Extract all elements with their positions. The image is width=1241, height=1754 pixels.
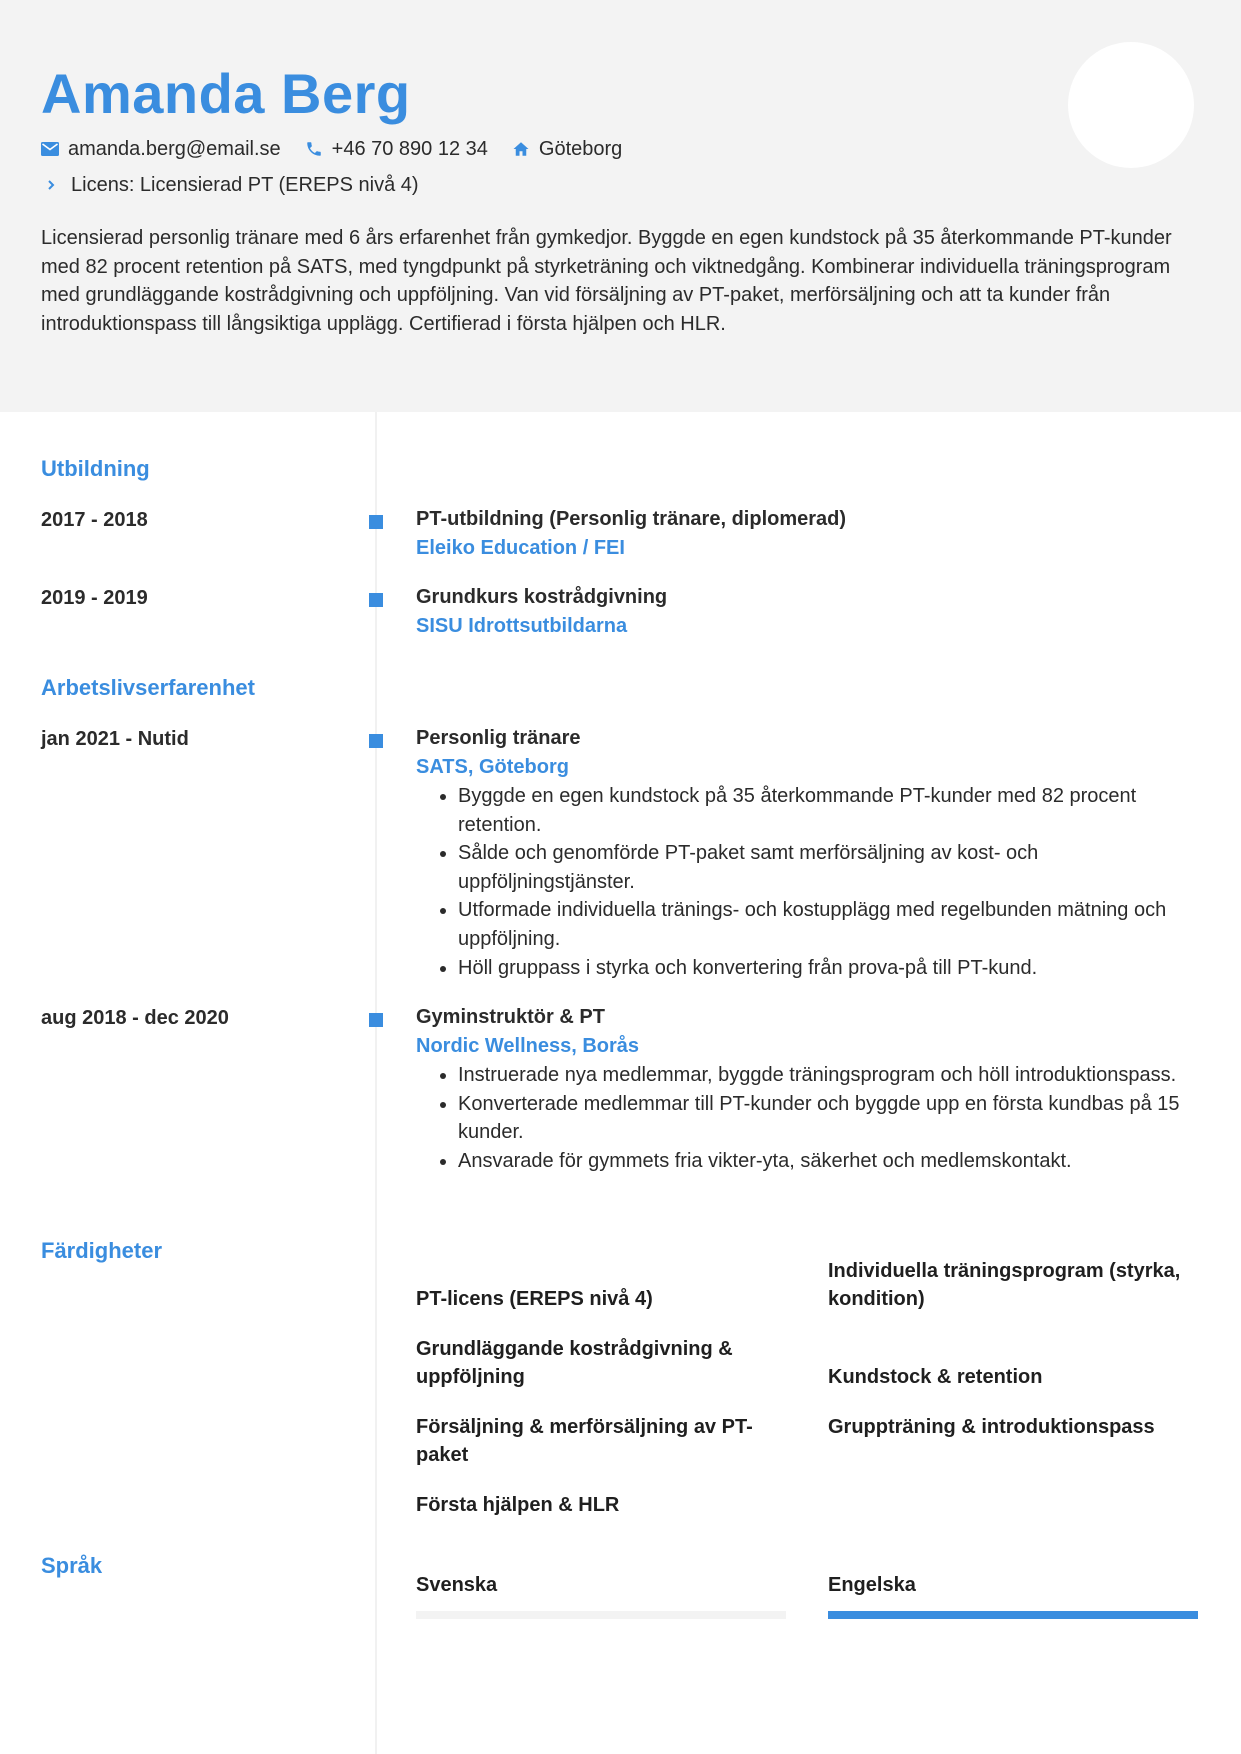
candidate-name: Amanda Berg [41, 62, 411, 125]
job-employer: SATS, Göteborg [416, 756, 569, 778]
job-bullet: • Byggde en egen kundstock på 35 återkommande PT-kunder med 82 procent retention. [458, 782, 1206, 839]
license-text: Licens: Licensierad PT (EREPS nivå 4) [71, 173, 419, 196]
education-title: PT-utbildning (Personlig tränare, diplomerad) [416, 508, 847, 530]
skill-item: Kundstock & retention [828, 1366, 1043, 1388]
language-name: Engelska [828, 1574, 916, 1596]
home-icon [512, 140, 530, 158]
education-school: SISU Idrottsutbildarna [416, 615, 628, 637]
job-title: Personlig tränare [416, 727, 581, 749]
contact-email-text: amanda.berg@email.se [68, 137, 281, 160]
education-entry [416, 583, 1206, 641]
profile-photo-placeholder [1068, 42, 1194, 168]
contact-location [512, 138, 622, 161]
education-date: 2019 - 2019 [41, 587, 148, 609]
timeline-divider [375, 412, 377, 1754]
profile-summary: Licensierad personlig tränare med 6 års erfarenhet från gymkedjor. Byggde en egen kundstock på 35 återkommande PT-kunder med 82 procent retention på SATS, med tyngdpunkt på styrketräning och viktnedgång. Kombinerar individuella träningsprogram med grundläggande kostrådgivning och uppföljning. Van vid försäljning av PT-paket, merförsäljning och att ta kunder från introduktionspass till långsiktiga upplägg. Certifierad i första hjälpen och HLR. [41, 227, 1172, 335]
email-icon [41, 142, 59, 156]
timeline-marker [369, 593, 383, 607]
job-bullet: • Instruerade nya medlemmar, byggde träningsprogram och höll introduktionspass. [458, 1061, 1206, 1090]
job-entry [416, 1003, 1206, 1175]
language-level-bar [416, 1611, 786, 1619]
section-title-skills: Färdigheter [41, 1238, 163, 1263]
job-bullet: • Höll gruppass i styrka och konvertering från prova-på till PT-kund. [458, 954, 1206, 983]
job-employer: Nordic Wellness, Borås [416, 1035, 640, 1057]
language-name: Svenska [416, 1574, 498, 1596]
contact-phone-text: +46 70 890 12 34 [331, 137, 488, 160]
license-row [41, 170, 419, 200]
timeline-marker [369, 1013, 383, 1027]
job-bullet: • Ansvarade för gymmets fria vikter-yta, säkerhet och medlemskontakt. [458, 1147, 1206, 1176]
skill-item: Försäljning & merförsäljning av PT-paket [416, 1416, 753, 1466]
skill-item: Grundläggande kostrådgivning & uppföljning [416, 1338, 733, 1388]
contact-phone[interactable] [305, 138, 488, 161]
job-bullets [416, 1061, 1206, 1175]
job-date: aug 2018 - dec 2020 [41, 1007, 229, 1029]
skill-item: PT-licens (EREPS nivå 4) [416, 1288, 653, 1310]
language-level-fill [828, 1611, 1198, 1619]
section-title-experience: Arbetslivserfarenhet [41, 675, 255, 700]
job-bullet: • Sålde och genomförde PT-paket samt merförsäljning av kost- och uppföljningstjänster. [458, 839, 1206, 896]
job-bullets [416, 782, 1206, 982]
phone-icon [305, 140, 323, 158]
education-date: 2017 - 2018 [41, 509, 148, 531]
timeline-marker [369, 515, 383, 529]
skill-item: Individuella träningsprogram (styrka, kondition) [828, 1260, 1181, 1310]
job-entry [416, 724, 1206, 982]
education-school: Eleiko Education / FEI [416, 537, 625, 559]
language-level-bar [828, 1611, 1198, 1619]
job-title: Gyminstruktör & PT [416, 1006, 605, 1028]
chevron-right-icon [41, 179, 61, 191]
job-date: jan 2021 - Nutid [41, 728, 189, 750]
contact-row [41, 134, 646, 164]
section-title-education: Utbildning [41, 456, 150, 481]
education-title: Grundkurs kostrådgivning [416, 586, 668, 608]
skill-item: Gruppträning & introduktionspass [828, 1416, 1155, 1438]
timeline-marker [369, 734, 383, 748]
skill-item: Första hjälpen & HLR [416, 1494, 620, 1516]
header-band [0, 0, 1241, 412]
job-bullet: • Utformade individuella tränings- och kostupplägg med regelbunden mätning och uppföljning. [458, 896, 1206, 953]
education-entry [416, 505, 1206, 563]
section-title-languages: Språk [41, 1553, 103, 1578]
contact-location-text: Göteborg [538, 137, 623, 160]
job-bullet: • Konverterade medlemmar till PT-kunder och byggde upp en första kundbas på 15 kunder. [458, 1090, 1206, 1147]
contact-email[interactable] [41, 138, 281, 161]
